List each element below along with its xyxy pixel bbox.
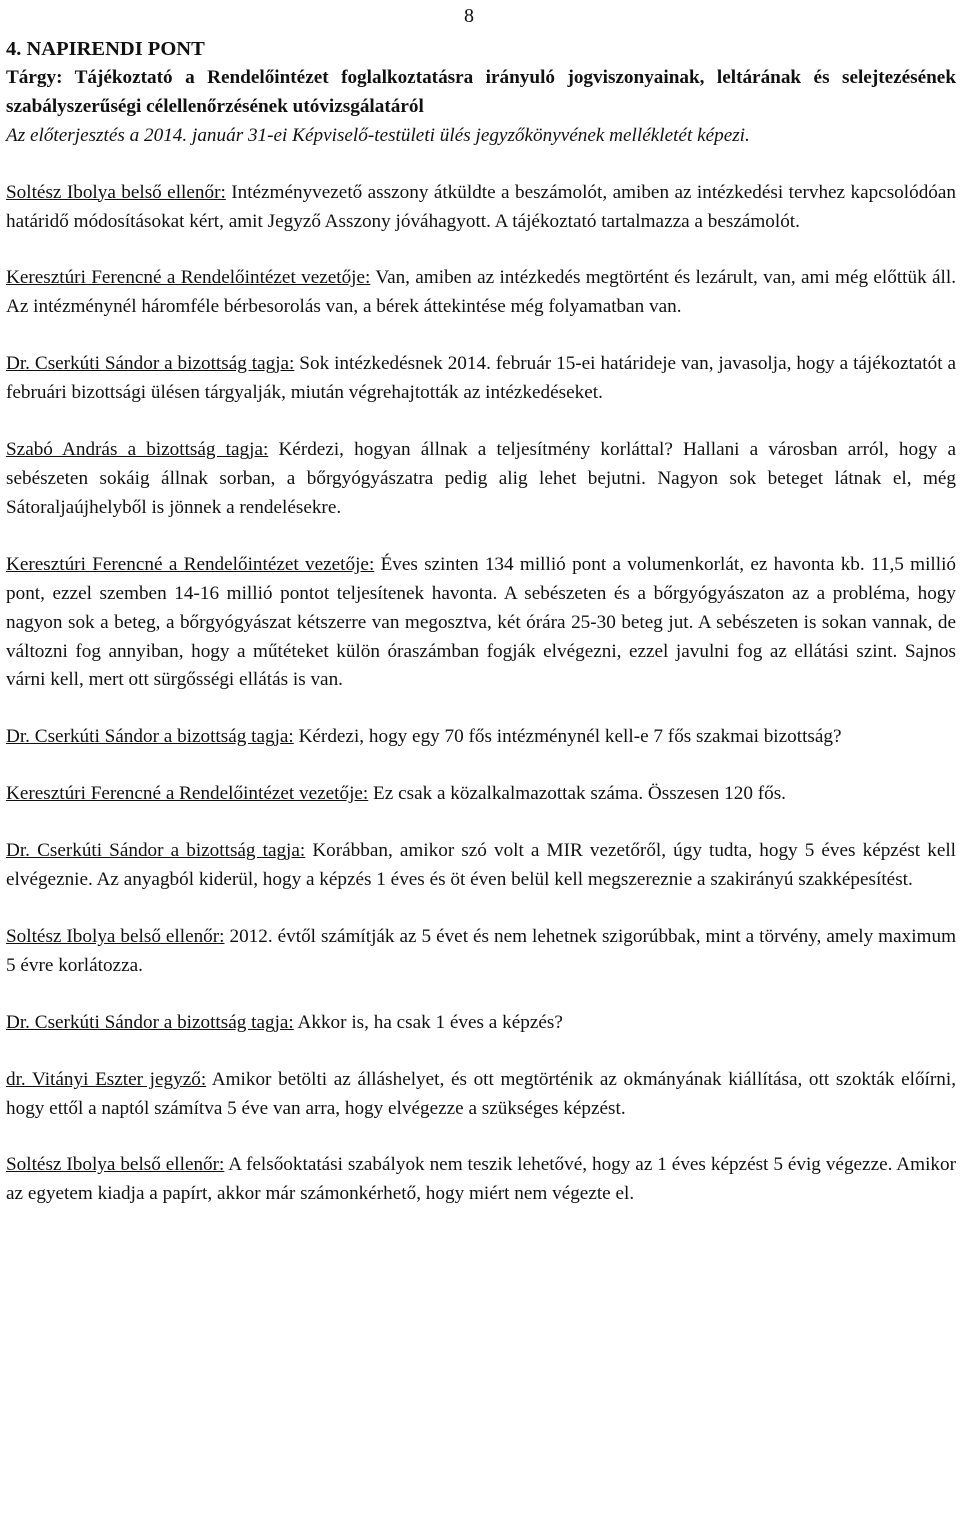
- speaker-name: Keresztúri Ferencné a Rendelőintézet vezetője:: [6, 267, 371, 289]
- entry-text: Akkor is, ha csak 1 éves a képzés?: [293, 1011, 563, 1033]
- minutes-entry: [6, 780, 956, 809]
- entry-text: Amikor betölti az álláshelyet, és ott megtörténik az okmányának kiállítása, ott szokták előírni, hogy ettől a naptól számítva 5 éve van arra, hogy elvégezze a szükséges képzést.: [6, 1068, 956, 1119]
- speaker-name: Keresztúri Ferencné a Rendelőintézet vezetője:: [6, 783, 369, 805]
- speaker-name: Dr. Cserkúti Sándor a bizottság tagja:: [6, 353, 295, 375]
- speaker-name: Dr. Cserkúti Sándor a bizottság tagja:: [6, 840, 306, 862]
- minutes-entry: [6, 436, 956, 523]
- document-content: [6, 35, 956, 1237]
- minutes-entry: [6, 1151, 956, 1209]
- minutes-entry: [6, 179, 956, 237]
- entry-text: 2012. évtől számítják az 5 évet és nem lehetnek szigorúbbak, mint a törvény, amely maximum 5 évre korlátozza.: [6, 925, 956, 976]
- speaker-name: Keresztúri Ferencné a Rendelőintézet vezetője:: [6, 553, 375, 575]
- speaker-name: Dr. Cserkúti Sándor a bizottság tagja:: [6, 1011, 294, 1033]
- attachment-note: Az előterjesztés a 2014. január 31-ei Képviselő-testületi ülés jegyzőkönyvének mellékletét képezi.: [6, 124, 750, 146]
- entry-text: Éves szinten 134 millió pont a volumenkorlát, ez havonta kb. 11,5 millió pont, ezzel szemben 14-16 millió pontot teljesítenek havonta. A sebészeten és a bőrgyógyászaton az a probléma, hogy nagyon sok a beteg, a bőrgyógyászat kétszerre van megosztva, két órára 25-30 beteg jut. A sebészeten is sokan vannak, de változni fog annyiban, hogy a műtéteket külön óraszámban fogják elvégezni, ezzel javulni fog az ellátási szint. Sajnos várni kell, mert ott sürgősségi ellátás is van.: [6, 553, 956, 691]
- minutes-entry: [6, 551, 956, 696]
- entry-text: Sok intézkedésnek 2014. február 15-ei határideje van, javasolja, hogy a tájékoztatót a februári bizottsági ülésen tárgyalják, miután végrehajtották az intézkedéseket.: [6, 353, 957, 404]
- minutes-entry: [6, 350, 956, 408]
- agenda-heading: 4. NAPIRENDI PONT: [6, 38, 205, 60]
- speaker-name: Soltész Ibolya belső ellenőr:: [6, 1154, 225, 1176]
- speaker-name: Soltész Ibolya belső ellenőr:: [6, 181, 226, 203]
- agenda-subject: Tárgy: Tájékoztató a Rendelőintézet foglalkoztatásra irányuló jogviszonyainak, leltárának és selejtezésének szabályszerűségi célellenőrzésének utóvizsgálatáról: [6, 66, 956, 117]
- speaker-name: Soltész Ibolya belső ellenőr:: [6, 925, 225, 947]
- speaker-name: Szabó András a bizottság tagja:: [6, 439, 269, 461]
- entry-text: Intézményvezető asszony átküldte a beszámolót, amiben az intézkedési tervhez kapcsolódóan határidő módosításokat kért, amit Jegyző Asszony jóváhagyott. A tájékoztató tartalmazza a beszámolót.: [6, 181, 956, 232]
- minutes-entry: [6, 264, 956, 322]
- entry-text: Kérdezi, hogyan állnak a teljesítmény korláttal? Hallani a városban arról, hogy a sebészeten sokáig állnak sorban, a bőrgyógyászatra pedig alig lehet bejutni. Nagyon sok beteget látnak el, még Sátoraljaújhelyből is jönnek a rendelésekre.: [6, 439, 956, 518]
- minutes-entry: [6, 1009, 956, 1038]
- entry-text: Kérdezi, hogy egy 70 fős intézménynél kell-e 7 fős szakmai bizottság?: [293, 726, 842, 748]
- page-number: 8: [464, 5, 474, 27]
- speaker-name: Dr. Cserkúti Sándor a bizottság tagja:: [6, 726, 294, 748]
- minutes-entry: [6, 723, 956, 752]
- speaker-name: dr. Vitányi Eszter jegyző:: [6, 1068, 207, 1090]
- entry-text: Korábban, amikor szó volt a MIR vezetőről, úgy tudta, hogy 5 éves képzést kell elvégeznie. Az anyagból kiderül, hogy a képzés 1 éves és öt éven belül kell megszereznie a szakirányú szakképesítést.: [6, 840, 956, 891]
- entry-text: A felsőoktatási szabályok nem teszik lehetővé, hogy az 1 éves képzést 5 évig végezze. Amikor az egyetem kiadja a papírt, akkor már számonkérhető, hogy miért nem végezte el.: [6, 1154, 956, 1205]
- minutes-entry: [6, 1066, 956, 1124]
- minutes-entry: [6, 923, 956, 981]
- entry-text: Van, amiben az intézkedés megtörtént és lezárult, van, ami még előttük áll. Az intézménynél háromféle bérbesorolás van, a bérek áttekintése még folyamatban van.: [6, 267, 956, 318]
- minutes-entry: [6, 837, 956, 895]
- entry-text: Ez csak a közalkalmazottak száma. Összesen 120 fős.: [368, 783, 786, 805]
